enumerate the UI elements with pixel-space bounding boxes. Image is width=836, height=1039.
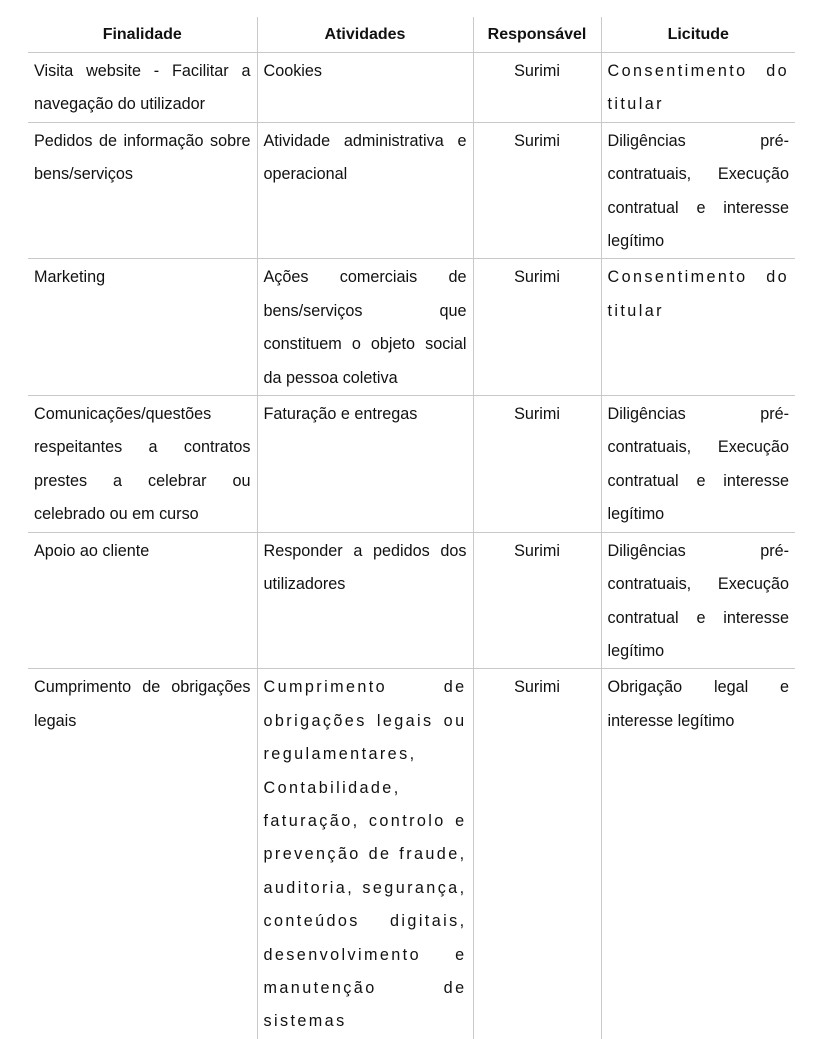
cell-atividades: Responder a pedidos dos utilizadores bbox=[257, 532, 473, 669]
cell-responsavel: Surimi bbox=[473, 532, 601, 669]
cell-licitude: Diligências pré-contratuais, Execução contratual e interesse legítimo bbox=[601, 122, 795, 259]
table-row bbox=[28, 53, 795, 123]
cell-licitude: Diligências pré-contratuais, Execução contratual e interesse legítimo bbox=[601, 396, 795, 533]
table-row bbox=[28, 532, 795, 669]
cell-finalidade: Marketing bbox=[28, 259, 257, 396]
cell-atividades: Faturação e entregas bbox=[257, 396, 473, 533]
cell-licitude: Consentimento do titular bbox=[601, 53, 795, 123]
data-processing-table bbox=[28, 17, 795, 1039]
cell-responsavel: Surimi bbox=[473, 53, 601, 123]
table-row bbox=[28, 396, 795, 533]
cell-finalidade: Visita website - Facilitar a navegação do utilizador bbox=[28, 53, 257, 123]
document-page bbox=[28, 17, 795, 1039]
header-responsavel: Responsável bbox=[473, 17, 601, 53]
table-row bbox=[28, 669, 795, 1039]
header-atividades: Atividades bbox=[257, 17, 473, 53]
cell-finalidade: Apoio ao cliente bbox=[28, 532, 257, 669]
table-header-row bbox=[28, 17, 795, 53]
cell-finalidade: Pedidos de informação sobre bens/serviços bbox=[28, 122, 257, 259]
header-licitude: Licitude bbox=[601, 17, 795, 53]
cell-atividades: Atividade administrativa e operacional bbox=[257, 122, 473, 259]
cell-atividades: Cookies bbox=[257, 53, 473, 123]
cell-responsavel: Surimi bbox=[473, 259, 601, 396]
cell-finalidade: Comunicações/questões respeitantes a contratos prestes a celebrar ou celebrado ou em curso bbox=[28, 396, 257, 533]
table-row bbox=[28, 259, 795, 396]
cell-licitude: Consentimento do titular bbox=[601, 259, 795, 396]
cell-atividades: Cumprimento de obrigações legais ou regulamentares, Contabilidade, faturação, controlo e prevenção de fraude, auditoria, segurança, conteúdos digitais, desenvolvimento e manutenção de sistemas bbox=[257, 669, 473, 1039]
cell-atividades: Ações comerciais de bens/serviços que constituem o objeto social da pessoa coletiva bbox=[257, 259, 473, 396]
header-finalidade: Finalidade bbox=[28, 17, 257, 53]
table-row bbox=[28, 122, 795, 259]
cell-licitude: Obrigação legal e interesse legítimo bbox=[601, 669, 795, 1039]
cell-responsavel: Surimi bbox=[473, 396, 601, 533]
cell-responsavel: Surimi bbox=[473, 122, 601, 259]
cell-responsavel: Surimi bbox=[473, 669, 601, 1039]
cell-licitude: Diligências pré-contratuais, Execução contratual e interesse legítimo bbox=[601, 532, 795, 669]
cell-finalidade: Cumprimento de obrigações legais bbox=[34, 678, 251, 730]
